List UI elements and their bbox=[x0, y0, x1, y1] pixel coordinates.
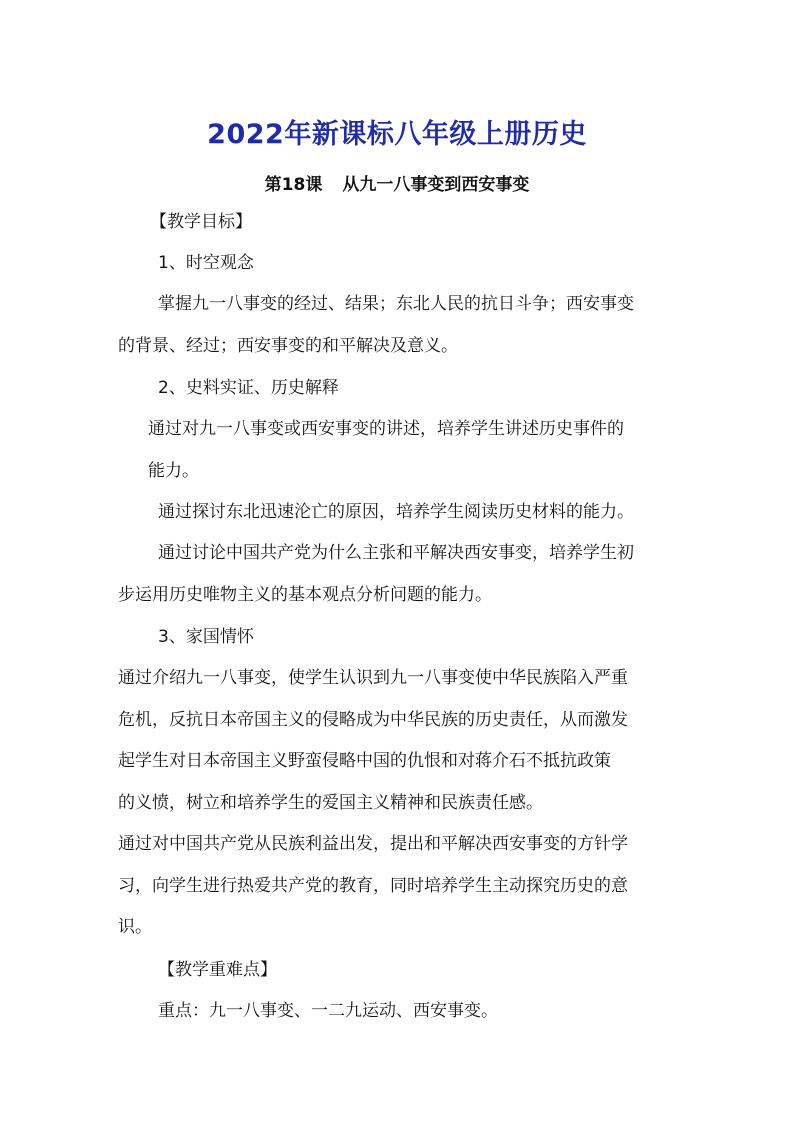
text-line: 危机，反抗日本帝国主义的侵略成为中华民族的历史责任，从而激发 bbox=[118, 709, 628, 730]
item-heading-historical-evidence: 2、史料实证、历史解释 bbox=[158, 378, 339, 398]
text-line: 的背景、经过；西安事变的和平解决及意义。 bbox=[118, 335, 458, 356]
text-line: 通过对中国共产党从民族利益出发，提出和平解决西安事变的方针学 bbox=[118, 834, 628, 854]
text-line: 的义愤，树立和培养学生的爱国主义精神和民族责任感。 bbox=[118, 792, 543, 813]
lesson-topic: 从九一八事变到西安事变 bbox=[342, 175, 530, 195]
item-heading-patriotism: 3、家国情怀 bbox=[158, 627, 254, 647]
text-line: 通过对九一八事变或西安事变的讲述，培养学生讲述历史事件的 bbox=[148, 419, 624, 439]
lesson-number: 第18课 bbox=[264, 175, 323, 195]
text-line: 习，向学生进行热爱共产党的教育，同时培养学生主动探究历史的意 bbox=[118, 875, 628, 896]
paragraph-time-space bbox=[118, 284, 634, 367]
paragraph-patriotism-2 bbox=[118, 824, 628, 949]
section-heading-key-points: 【教学重难点】 bbox=[158, 960, 277, 980]
text-line: 步运用历史唯物主义的基本观点分析问题的能力。 bbox=[118, 584, 492, 605]
item-heading-time-space: 1、时空观念 bbox=[158, 253, 254, 273]
text-line: 能力。 bbox=[148, 460, 199, 481]
text-line: 识。 bbox=[118, 917, 152, 937]
paragraph-evidence-2: 通过探讨东北迅速沦亡的原因，培养学生阅读历史材料的能力。 bbox=[158, 502, 634, 522]
section-heading-teaching-goals: 【教学目标】 bbox=[150, 212, 252, 232]
text-line: 通过讨论中国共产党为什么主张和平解决西安事变，培养学生初 bbox=[158, 543, 634, 563]
paragraph-patriotism-1 bbox=[118, 658, 628, 824]
text-line: 起学生对日本帝国主义野蛮侵略中国的仇恨和对蒋介石不抵抗政策 bbox=[118, 751, 611, 771]
text-line: 掌握九一八事变的经过、结果；东北人民的抗日斗争；西安事变 bbox=[158, 294, 634, 314]
lesson-subtitle bbox=[0, 170, 794, 195]
document-title: 2022年新课标八年级上册历史 bbox=[207, 119, 587, 150]
paragraph-evidence-3 bbox=[118, 533, 634, 616]
text-line: 通过介绍九一八事变，使学生认识到九一八事变使中华民族陷入严重 bbox=[118, 668, 628, 688]
paragraph-key-points: 重点：九一八事变、一二九运动、西安事变。 bbox=[158, 1001, 498, 1021]
paragraph-evidence-1 bbox=[148, 409, 624, 492]
